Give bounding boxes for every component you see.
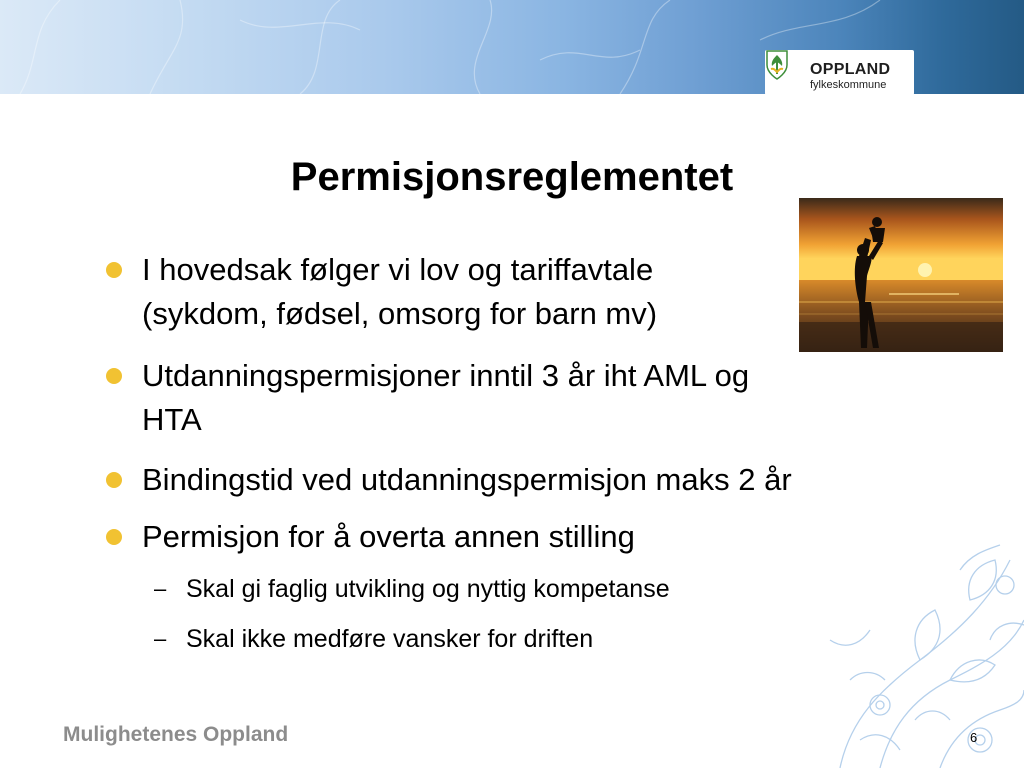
sub-bullet-text: Skal ikke medføre vansker for driften — [186, 625, 594, 653]
sub-bullet-dash: – — [154, 626, 167, 651]
oppland-logo — [765, 50, 914, 94]
bullet-text-line1: Permisjon for å overta annen stilling — [142, 519, 635, 554]
bullet-text-line2: HTA — [142, 402, 202, 437]
bullet-text-line1: Bindingstid ved utdanningspermisjon maks 2 år — [142, 462, 792, 497]
slide-title: Permisjonsreglementet — [290, 155, 734, 199]
bullet-dot — [106, 262, 122, 278]
header-banner — [0, 0, 1024, 94]
list-item — [142, 248, 912, 336]
bullet-dot — [106, 472, 122, 488]
bullet-dot — [106, 368, 122, 384]
page-number: 6 — [970, 730, 978, 745]
list-item — [142, 458, 912, 502]
logo-name: OPPLAND — [810, 61, 891, 78]
bullet-text-line2: (sykdom, fødsel, omsorg for barn mv) — [142, 296, 658, 331]
bullet-text-line1: I hovedsak følger vi lov og tariffavtale — [142, 252, 654, 287]
logo-subtitle: fylkeskommune — [810, 79, 887, 91]
sub-bullet-text: Skal gi faglig utvikling og nyttig kompetanse — [186, 575, 670, 603]
bullet-dot — [106, 529, 122, 545]
list-item — [142, 354, 912, 442]
decorative-flower-pattern — [820, 540, 1024, 768]
list-item — [142, 515, 912, 559]
sub-bullet-dash: – — [154, 576, 167, 601]
bullet-text-line1: Utdanningspermisjoner inntil 3 år iht AML og — [142, 358, 750, 393]
footer-tagline: Mulighetenes Oppland — [63, 723, 289, 746]
sub-list-item — [154, 622, 826, 656]
oppland-coat-of-arms-icon — [765, 50, 789, 80]
sub-list-item — [154, 572, 826, 606]
